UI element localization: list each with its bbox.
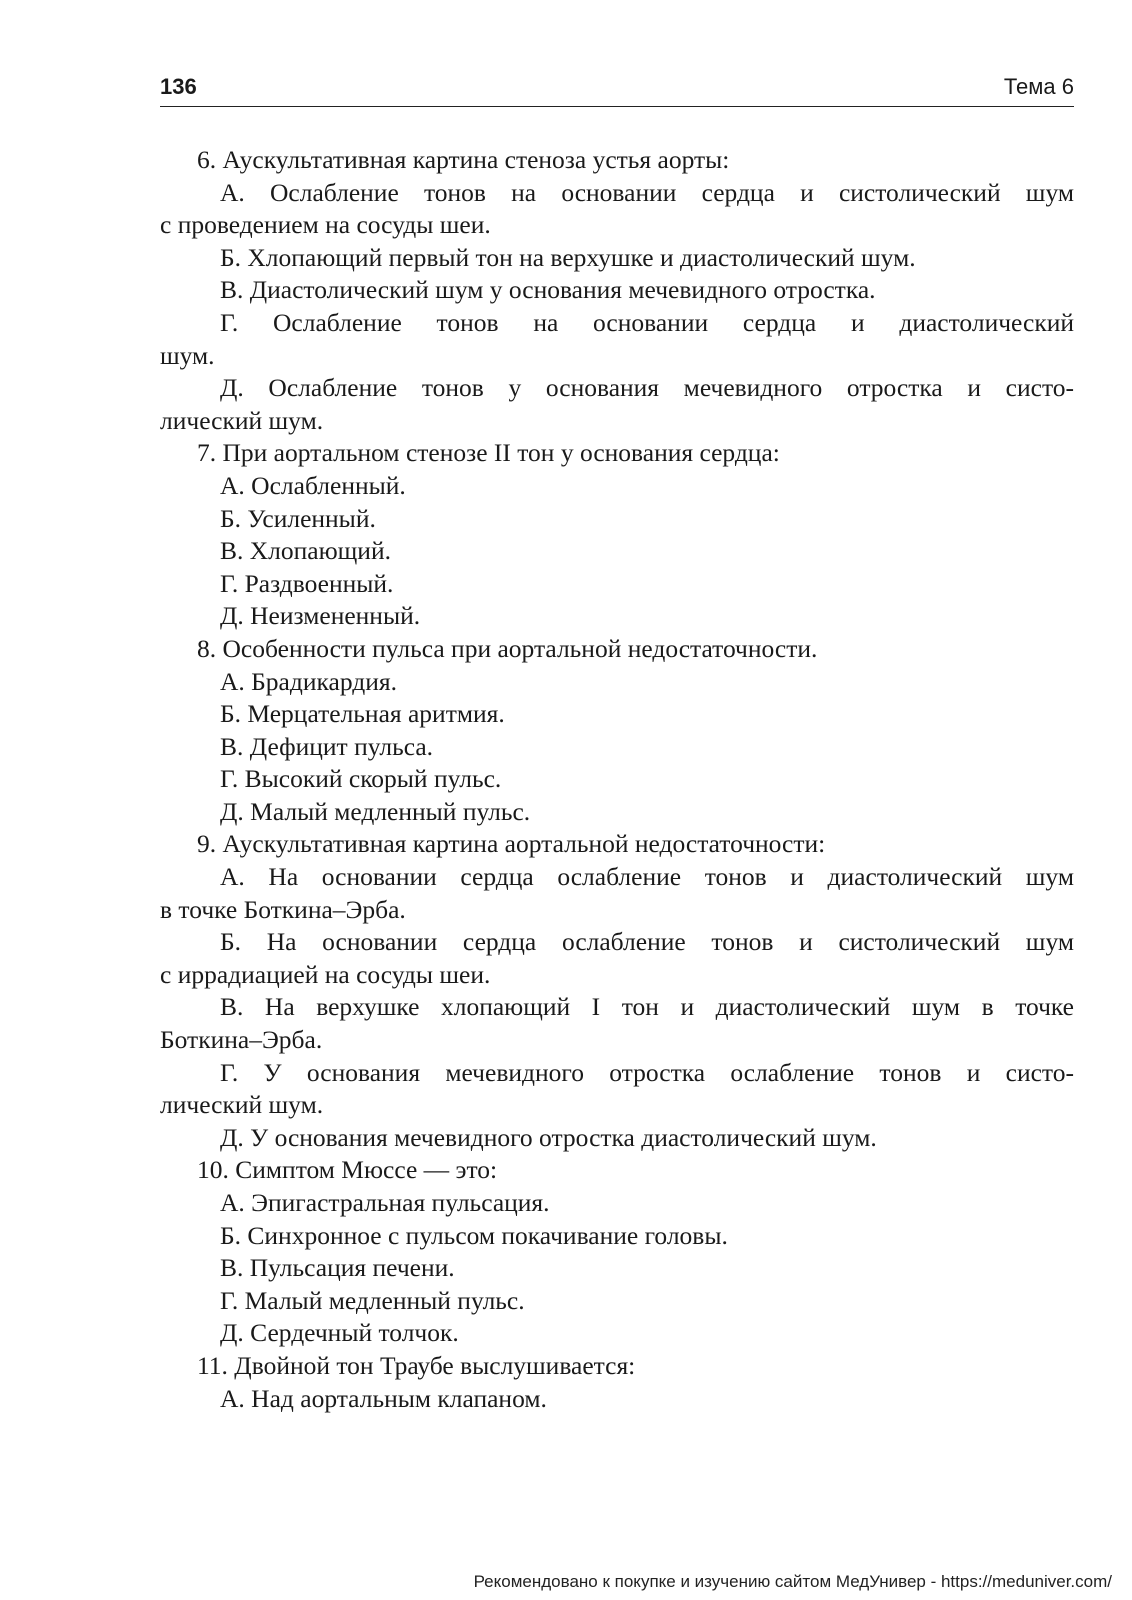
answer-continuation: Боткина–Эрба.	[160, 1025, 323, 1055]
answer-line: Д. У основания мечевидного отростка диастолический шум.	[220, 1122, 877, 1152]
answer-line: Г. Высокий скорый пульс.	[220, 764, 502, 794]
answer-line: Г. Малый медленный пульс.	[220, 1285, 525, 1315]
answer-line: Г. Раздвоенный.	[220, 568, 394, 598]
answer-line: В. Дефицит пульса.	[220, 731, 434, 761]
page-body	[160, 144, 1074, 1415]
answer-continuation: лический шум.	[160, 1090, 324, 1120]
answer-line: Б. На основании сердца ослабление тонов и систолический шум	[220, 927, 1074, 957]
footer-recommendation: Рекомендовано к покупке и изучению сайтом МедУнивер - https://meduniver.com/	[473, 1572, 1112, 1591]
answer-line: Г. Ослабление тонов на основании сердца и диастолический	[220, 307, 1074, 337]
question-6: 6. Аускультативная картина стеноза устья аорты:	[197, 145, 730, 174]
answer-continuation: в точке Боткина–Эрба.	[160, 894, 406, 924]
answer-line: А. На основании сердца ослабление тонов и диастолический шум	[220, 862, 1074, 892]
answer-line: А. Ослабление тонов на основании сердца и систолический шум	[220, 177, 1074, 207]
answer-line: А. Эпигастральная пульсация.	[220, 1188, 550, 1217]
answer-line: Б. Хлопающий первый тон на верхушке и диастолический шум.	[220, 242, 916, 272]
question-11: 11. Двойной тон Траубе выслушивается:	[197, 1350, 636, 1380]
answer-line: В. Пульсация печени.	[220, 1253, 455, 1283]
question-10: 10. Симптом Мюссе — это:	[197, 1155, 498, 1185]
answer-line: А. Брадикардия.	[220, 666, 397, 696]
answer-line: Б. Усиленный.	[220, 503, 376, 533]
answer-line: Б. Мерцательная аритмия.	[220, 699, 505, 729]
answer-continuation: с иррадиацией на сосуды шеи.	[160, 959, 491, 989]
question-8: 8. Особенности пульса при аортальной недостаточности.	[197, 633, 818, 663]
answer-line: Д. Неизмененный.	[220, 601, 421, 631]
chapter-title: Тема 6	[1003, 74, 1074, 99]
page-number: 136	[160, 74, 197, 99]
answer-line: Б. Синхронное с пульсом покачивание головы.	[220, 1220, 728, 1250]
answer-line: Д. Ослабление тонов у основания мечевидного отростка и систо-	[220, 373, 1074, 403]
question-9: 9. Аускультативная картина аортальной недостаточности:	[197, 829, 826, 859]
answer-line: Д. Сердечный толчок.	[220, 1318, 459, 1348]
answer-line: А. Над аортальным клапаном.	[220, 1383, 547, 1413]
answer-line: В. Хлопающий.	[220, 536, 391, 566]
answer-line: А. Ослабленный.	[220, 470, 406, 500]
page-header	[160, 74, 1074, 107]
answer-continuation: лический шум.	[160, 405, 324, 435]
answer-line: Г. У основания мечевидного отростка ослабление тонов и систо-	[220, 1057, 1074, 1087]
answer-line: Д. Малый медленный пульс.	[220, 796, 531, 826]
answer-line: В. На верхушке хлопающий I тон и диастолический шум в точке	[220, 992, 1074, 1022]
answer-line: В. Диастолический шум у основания мечевидного отростка.	[220, 275, 876, 305]
question-7: 7. При аортальном стенозе II тон у основания сердца:	[197, 438, 780, 468]
answer-continuation: с проведением на сосуды шеи.	[160, 210, 491, 240]
answer-continuation: шум.	[160, 340, 215, 370]
